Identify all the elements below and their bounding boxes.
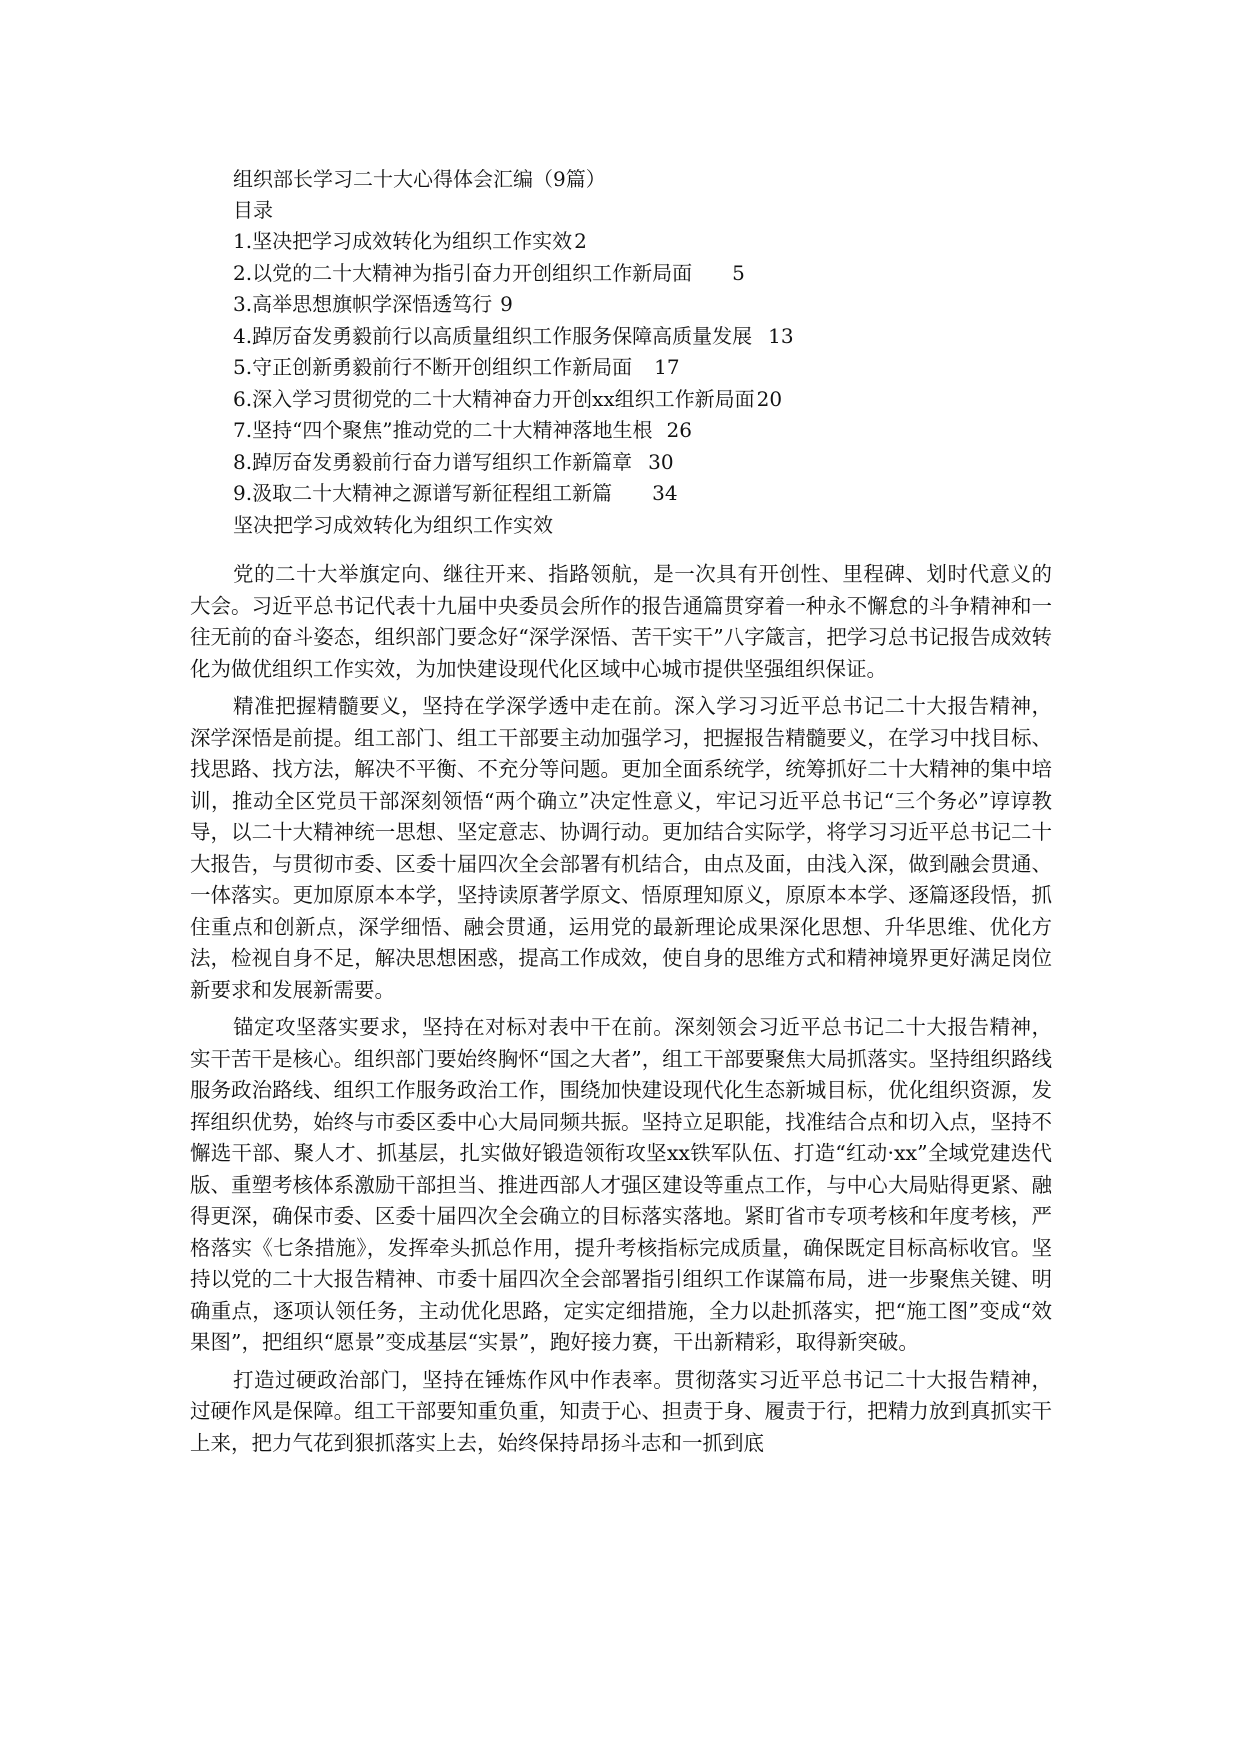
body-paragraph: 锚定攻坚落实要求，坚持在对标对表中干在前。深刻领会习近平总书记二十大报告精神，实干苦干是核心。组织部门要始终胸怀“国之大者”，组工干部要聚焦大局抓落实。坚持组织路线服务政治路线、组织工作服务政治工作，围绕加快建设现代化生态新城目标，优化组织资源，发挥组织优势，始终与市委区委中心大局同频共振。坚持立足职能，找准结合点和切入点，坚持不懈选干部、聚人才、抓基层，扎实做好锻造领衔攻坚xx铁军队伍、打造“红动·xx”全域党建迭代版、重塑考核体系激励干部担当、推进西部人才强区建设等重点工作，与中心大局贴得更紧、融得更深，确保市委、区委十届四次全会确立的目标落实落地。紧盯省市专项考核和年度考核，严格落实《七条措施》，发挥牵头抓总作用，提升考核指标完成质量，确保既定目标高标收官。坚持以党的二十大报告精神、市委十届四次全会部署指引组织工作谋篇布局，进一步聚焦关键、明确重点，逐项认领任务，主动优化思路，定实定细措施，全力以赴抓落实，把“施工图”变成“效果图”，把组织“愿景”变成基层“实景”，跑好接力赛，干出新精彩，取得新突破。 — [190, 1015, 1052, 1354]
toc-item-page: 13 — [768, 323, 794, 348]
body-paragraph: 党的二十大举旗定向、继往开来、指路领航，是一次具有开创性、里程碑、划时代意义的大会。习近平总书记代表十九届中央委员会所作的报告通篇贯穿着一种永不懈怠的斗争精神和一往无前的奋斗姿态，组织部门要念好“深学深悟、苦干实干”八字箴言，把学习总书记报告成效转化为做优组织工作实效，为加快建设现代化区域中心城市提供坚强组织保证。 — [190, 562, 1052, 681]
toc-item-page: 30 — [648, 449, 674, 474]
toc-item-label: 8.踔厉奋发勇毅前行奋力谱写组织工作新篇章 — [233, 449, 633, 474]
toc-item-label: 9.汲取二十大精神之源谱写新征程组工新篇 — [233, 481, 613, 505]
toc-item-page: 26 — [666, 418, 692, 442]
toc-item-page: 2 — [574, 229, 587, 253]
toc-item — [233, 352, 1083, 384]
toc-item — [233, 258, 1083, 290]
toc-item-label: 2.以党的二十大精神为指引奋力开创组织工作新局面 — [233, 260, 693, 285]
document-title: 组织部长学习二十大心得体会汇编（9篇） — [233, 167, 606, 191]
toc-item-label: 5.守正创新勇毅前行不断开创组织工作新局面 — [233, 355, 633, 379]
toc-item-page: 20 — [756, 386, 783, 411]
toc-item — [233, 447, 1083, 479]
toc-item — [233, 478, 1083, 510]
toc-item-label: 7.坚持“四个聚焦”推动党的二十大精神落地生根 — [233, 418, 653, 442]
toc-item-page: 5 — [732, 260, 745, 285]
toc-item-page: 17 — [654, 355, 680, 379]
body-paragraph: 精准把握精髓要义，坚持在学深学透中走在前。深入学习习近平总书记二十大报告精神，深学深悟是前提。组工部门、组工干部要主动加强学习，把握报告精髓要义，在学习中找目标、找思路、找方法，解决不平衡、不充分等问题。更加全面系统学，统筹抓好二十大精神的集中培训，推动全区党员干部深刻领悟“两个确立”决定性意义，牢记习近平总书记“三个务必”谆谆教导，以二十大精神统一思想、坚定意志、协调行动。更加结合实际学，将学习习近平总书记二十大报告，与贯彻市委、区委十届四次全会部署有机结合，由点及面，由浅入深，做到融会贯通、一体落实。更加原原本本学，坚持读原著学原文、悟原理知原义，原原本本学、逐篇逐段悟，抓住重点和创新点，深学细悟、融会贯通，运用党的最新理论成果深化思想、升华思维、优化方法，检视自身不足，解决思想困惑，提高工作成效，使自身的思维方式和精神境界更好满足岗位新要求和发展新需要。 — [190, 694, 1052, 1002]
toc-item-label: 1.坚决把学习成效转化为组织工作实效 — [233, 229, 573, 253]
toc-heading: 目录 — [233, 198, 273, 222]
toc-item — [233, 415, 1083, 447]
toc-item — [233, 226, 1083, 258]
toc-item — [233, 321, 1083, 353]
document-header — [233, 164, 1083, 541]
toc-item-label: 4.踔厉奋发勇毅前行以高质量组织工作服务保障高质量发展 — [233, 323, 753, 348]
toc-item — [233, 289, 1083, 321]
toc-item-label: 3.高举思想旗帜学深悟透笃行 — [233, 292, 493, 316]
toc-item-page: 9 — [500, 292, 513, 316]
toc-item-page: 34 — [652, 481, 678, 505]
toc-item-label: 6.深入学习贯彻党的二十大精神奋力开创xx组织工作新局面 — [233, 386, 755, 411]
body-paragraph: 打造过硬政治部门，坚持在锤炼作风中作表率。贯彻落实习近平总书记二十大报告精神，过硬作风是保障。组工干部要知重负重，知责于心、担责于身、履责于行，把精力放到真抓实干上来，把力气花到狠抓落实上去，始终保持昂扬斗志和一抓到底 — [190, 1367, 1052, 1455]
section-title: 坚决把学习成效转化为组织工作实效 — [233, 512, 553, 537]
table-of-contents — [233, 226, 1083, 510]
toc-item — [233, 384, 1083, 416]
document-body — [190, 559, 1052, 1465]
